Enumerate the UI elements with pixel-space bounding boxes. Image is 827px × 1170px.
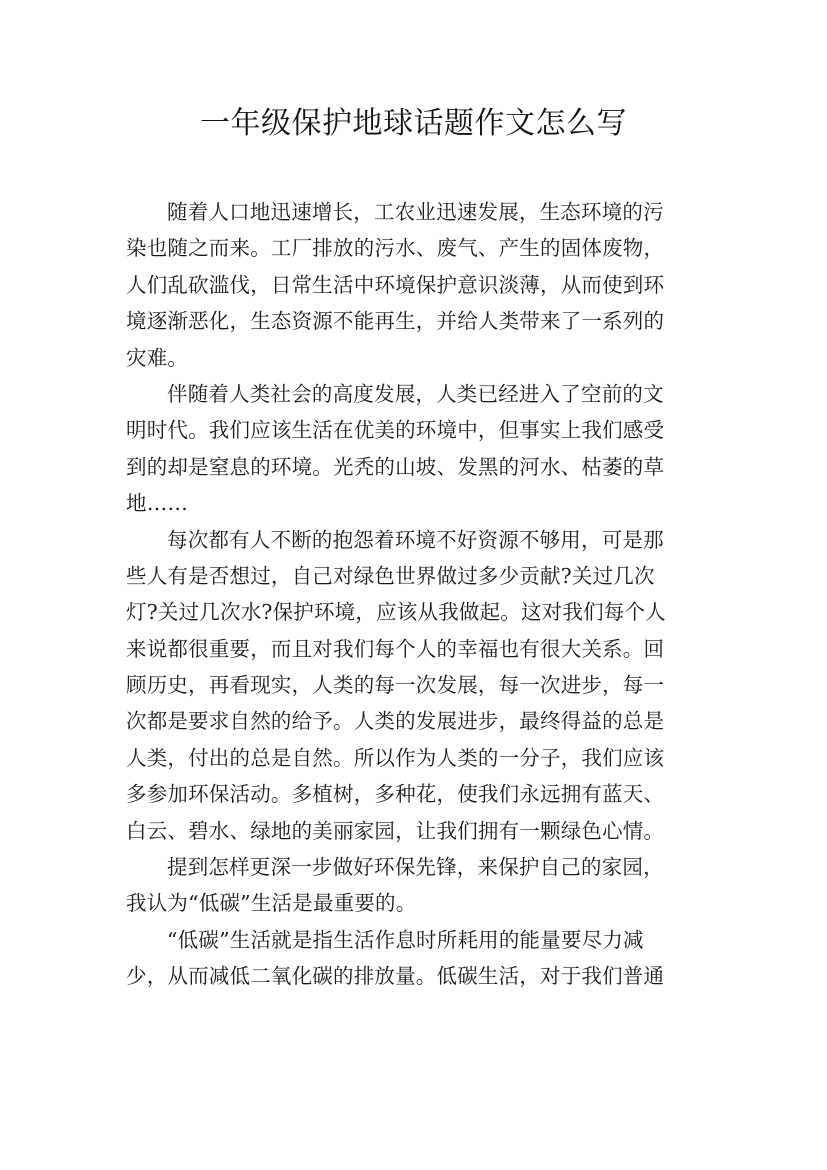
paragraph-line: 灾难。 [126, 345, 189, 370]
paragraph-line: 顾历史，再看现实，人类的每一次发展，每一次进步，每一 [126, 673, 665, 698]
document-title: 一年级保护地球话题作文怎么写 [200, 106, 627, 141]
paragraph-line: 提到怎样更深一步做好环保先锋，来保护自己的家园， [167, 855, 664, 880]
paragraph-5 [126, 922, 714, 995]
paragraph-2 [126, 376, 714, 522]
paragraph-line: 来说都很重要，而且对我们每个人的幸福也有很大关系。回 [126, 636, 665, 661]
document-body [126, 194, 714, 995]
paragraph-line: 灯?关过几次水?保护环境，应该从我做起。这对我们每个人 [126, 600, 666, 625]
paragraph-line: 随着人口地迅速增长，工农业迅速发展，生态环境的污 [167, 200, 664, 224]
paragraph-line: 伴随着人类社会的高度发展，人类已经进入了空前的文 [167, 381, 664, 406]
paragraph-line: 人们乱砍滥伐，日常生活中环境保护意识淡薄，从而使到环 [126, 272, 665, 297]
paragraph-line: 明时代。我们应该生活在优美的环境中，但事实上我们感受 [126, 418, 665, 443]
paragraph-line: 多参加环保活动。多植树，多种花，使我们永远拥有蓝天、 [126, 782, 665, 807]
paragraph-line: 染也随之而来。工厂排放的污水、废气、产生的固体废物， [126, 236, 665, 261]
paragraph-line: “低碳”生活就是指生活作息时所耗用的能量要尽力减 [167, 927, 644, 952]
paragraph-3 [126, 522, 714, 850]
paragraph-line: 些人有是否想过，自己对绿色世界做过多少贡献?关过几次 [126, 563, 655, 588]
paragraph-line: 人类，付出的总是自然。所以作为人类的一分子，我们应该 [126, 745, 665, 770]
paragraph-line: 到的却是窒息的环境。光秃的山坡、发黑的河水、枯萎的草 [126, 454, 665, 479]
paragraph-4 [126, 849, 714, 922]
paragraph-1 [126, 194, 714, 376]
paragraph-line: 白云、碧水、绿地的美丽家园，让我们拥有一颗绿色心情。 [126, 818, 665, 843]
paragraph-line: 我认为“低碳”生活是最重要的。 [126, 891, 417, 916]
paragraph-line: 地…… [126, 491, 189, 516]
paragraph-line: 次都是要求自然的给予。人类的发展进步，最终得益的总是 [126, 709, 665, 734]
paragraph-line: 境逐渐恶化，生态资源不能再生，并给人类带来了一系列的 [126, 309, 665, 334]
paragraph-line: 每次都有人不断的抱怨着环境不好资源不够用，可是那 [167, 527, 664, 552]
paragraph-line: 少，从而减低二氧化碳的排放量。低碳生活，对于我们普通 [126, 964, 665, 989]
